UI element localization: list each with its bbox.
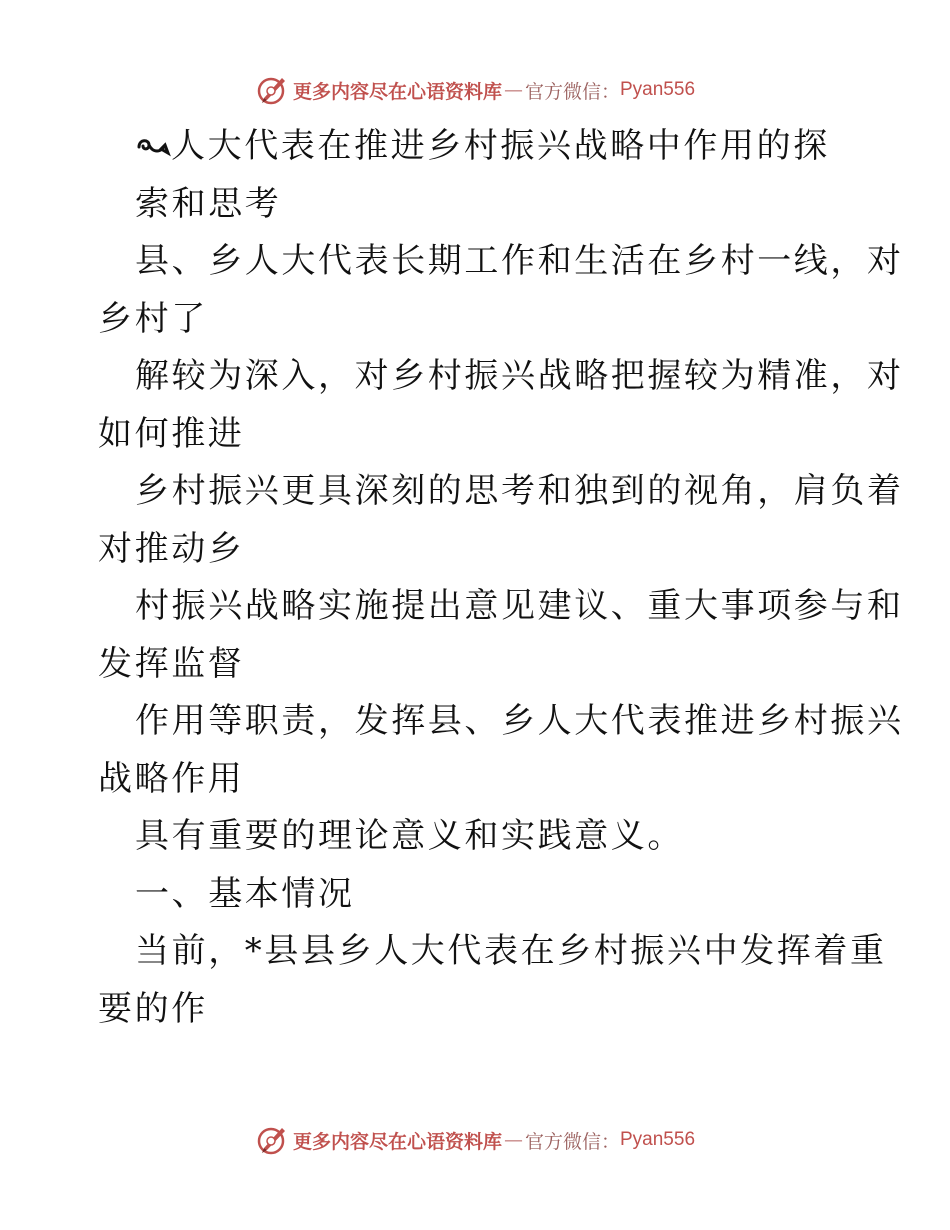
paragraph-line: 如何推进: [98, 413, 245, 454]
paragraph-line: 县、乡人大代表长期工作和生活在乡村一线，对: [135, 241, 904, 281]
official-label: 官方微信：: [524, 1130, 620, 1153]
wechat-id: Pyan556: [620, 79, 696, 100]
paragraph-line: 当前，*县县乡人大代表在乡村振兴中发挥着重: [135, 931, 887, 971]
footer-banner: [0, 1120, 950, 1160]
site-name: 更多内容尽在心语资料库: [292, 1130, 502, 1153]
paragraph-line: 作用等职责，发挥县、乡人大代表推进乡村振兴: [135, 701, 904, 741]
paragraph-line: 战略作用: [98, 758, 245, 799]
paragraph-line: 乡村振兴更具深刻的思考和独到的视角，肩负着: [135, 471, 904, 511]
paragraph-line: 具有重要的理论意义和实践意义。: [135, 816, 684, 856]
title-line-2: 索和思考: [135, 183, 282, 224]
paragraph-line: 对推动乡: [98, 528, 245, 569]
paragraph-line: 乡村了: [98, 298, 208, 339]
ornament-swirl-icon: [135, 133, 171, 159]
header-banner: [0, 70, 950, 110]
paragraph-line: 发挥监督: [98, 643, 245, 684]
title-line-1: [98, 118, 858, 176]
paragraph-line: 解较为深入，对乡村振兴战略把握较为精准，对: [135, 356, 904, 396]
banner-separator: —: [503, 1129, 523, 1151]
section-heading: 一、基本情况: [135, 873, 355, 914]
wechat-id: Pyan556: [620, 1129, 696, 1150]
quill-pen-circle-icon: [255, 73, 289, 107]
site-name: 更多内容尽在心语资料库: [292, 80, 502, 103]
paragraph-line: 要的作: [98, 988, 208, 1029]
banner-separator: —: [503, 79, 523, 101]
document-body: [98, 118, 904, 1038]
official-label: 官方微信：: [524, 80, 620, 103]
title-text-1: 人大代表在推进乡村振兴战略中作用的探: [171, 126, 830, 166]
paragraph-line: 村振兴战略实施提出意见建议、重大事项参与和: [135, 586, 904, 626]
quill-pen-circle-icon: [255, 1123, 289, 1157]
